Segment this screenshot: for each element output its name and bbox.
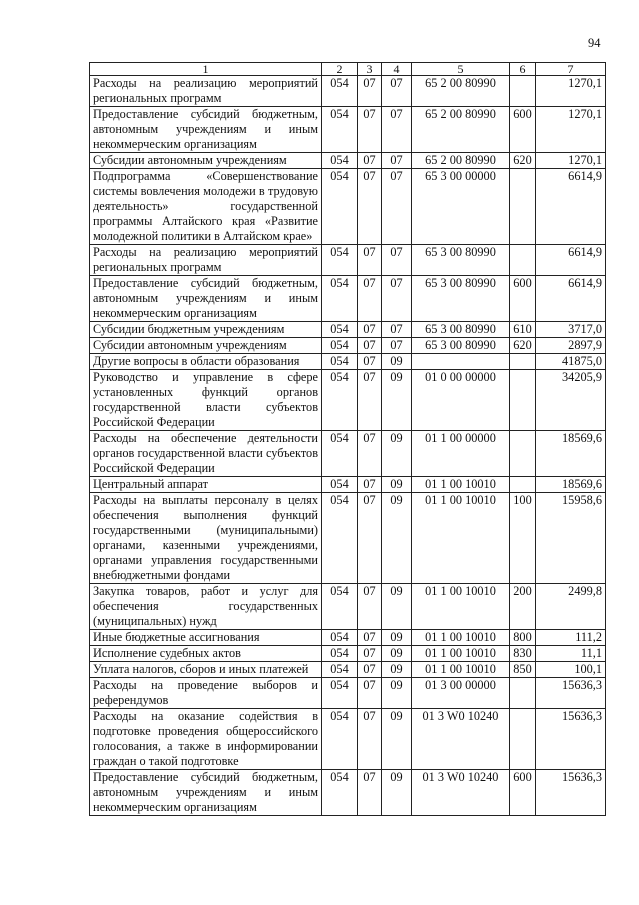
cell-name: Предоставление субсидий бюджетным, автономным учреждениям и иным некоммерческим организациям: [90, 770, 322, 816]
cell-admin-code: 054: [322, 431, 358, 477]
cell-name: Предоставление субсидий бюджетным, автономным учреждениям и иным некоммерческим организациям: [90, 276, 322, 322]
cell-target-code: 65 3 00 80990: [412, 276, 510, 322]
cell-name: Предоставление субсидий бюджетным, автономным учреждениям и иным некоммерческим организациям: [90, 107, 322, 153]
cell-section: 07: [358, 245, 382, 276]
cell-section: 07: [358, 107, 382, 153]
table-header-row: [90, 63, 606, 76]
cell-amount: 15636,3: [536, 770, 606, 816]
cell-expense-type: 600: [510, 276, 536, 322]
cell-amount: 11,1: [536, 646, 606, 662]
cell-section: 07: [358, 322, 382, 338]
cell-expense-type: [510, 76, 536, 107]
cell-subsection: 09: [382, 709, 412, 770]
cell-subsection: 07: [382, 107, 412, 153]
cell-subsection: 09: [382, 370, 412, 431]
cell-name: Расходы на выплаты персоналу в целях обеспечения выполнения функций государственными (муниципальными) органами, казенными учреждениями, органами управления государственными внебюджетными фондами: [90, 493, 322, 584]
cell-subsection: 07: [382, 169, 412, 245]
cell-target-code: 01 1 00 00000: [412, 431, 510, 477]
table-row: [90, 276, 606, 322]
cell-target-code: 01 1 00 10010: [412, 662, 510, 678]
header-col-5: 5: [412, 63, 510, 76]
cell-admin-code: 054: [322, 322, 358, 338]
cell-expense-type: [510, 709, 536, 770]
table-row: [90, 245, 606, 276]
cell-section: 07: [358, 630, 382, 646]
header-col-4: 4: [382, 63, 412, 76]
table-row: [90, 338, 606, 354]
cell-name: Исполнение судебных актов: [90, 646, 322, 662]
table-row: [90, 630, 606, 646]
cell-amount: 18569,6: [536, 477, 606, 493]
cell-subsection: 07: [382, 76, 412, 107]
cell-name: Расходы на обеспечение деятельности органов государственной власти субъектов Российской Федерации: [90, 431, 322, 477]
cell-admin-code: 054: [322, 493, 358, 584]
cell-subsection: 07: [382, 276, 412, 322]
cell-subsection: 07: [382, 322, 412, 338]
cell-name: Центральный аппарат: [90, 477, 322, 493]
cell-target-code: 01 1 00 10010: [412, 493, 510, 584]
cell-target-code: 65 2 00 80990: [412, 76, 510, 107]
cell-subsection: 09: [382, 662, 412, 678]
cell-subsection: 09: [382, 630, 412, 646]
header-col-3: 3: [358, 63, 382, 76]
cell-name: Субсидии автономным учреждениям: [90, 338, 322, 354]
table-row: [90, 370, 606, 431]
cell-amount: 3717,0: [536, 322, 606, 338]
cell-amount: 15636,3: [536, 678, 606, 709]
cell-expense-type: 620: [510, 338, 536, 354]
cell-target-code: 01 1 00 10010: [412, 584, 510, 630]
cell-subsection: 09: [382, 477, 412, 493]
cell-admin-code: 054: [322, 153, 358, 169]
cell-subsection: 07: [382, 153, 412, 169]
cell-admin-code: 054: [322, 584, 358, 630]
cell-admin-code: 054: [322, 169, 358, 245]
cell-expense-type: [510, 245, 536, 276]
cell-amount: 1270,1: [536, 153, 606, 169]
cell-subsection: 09: [382, 770, 412, 816]
table-row: [90, 678, 606, 709]
cell-admin-code: 054: [322, 770, 358, 816]
cell-section: 07: [358, 338, 382, 354]
header-col-1: 1: [90, 63, 322, 76]
cell-amount: 6614,9: [536, 276, 606, 322]
cell-amount: 15636,3: [536, 709, 606, 770]
cell-target-code: 65 2 00 80990: [412, 153, 510, 169]
table-row: [90, 169, 606, 245]
cell-target-code: [412, 354, 510, 370]
table-row: [90, 584, 606, 630]
cell-amount: 15958,6: [536, 493, 606, 584]
page-number: 94: [588, 36, 601, 50]
cell-section: 07: [358, 662, 382, 678]
cell-section: 07: [358, 646, 382, 662]
cell-section: 07: [358, 678, 382, 709]
cell-name: Субсидии автономным учреждениям: [90, 153, 322, 169]
cell-expense-type: 610: [510, 322, 536, 338]
cell-amount: 6614,9: [536, 245, 606, 276]
cell-admin-code: 054: [322, 76, 358, 107]
cell-amount: 1270,1: [536, 107, 606, 153]
table-row: [90, 354, 606, 370]
cell-target-code: 65 3 00 80990: [412, 245, 510, 276]
cell-name: Расходы на проведение выборов и референдумов: [90, 678, 322, 709]
cell-name: Расходы на реализацию мероприятий региональных программ: [90, 245, 322, 276]
cell-subsection: 09: [382, 431, 412, 477]
cell-expense-type: 600: [510, 107, 536, 153]
table-row: [90, 770, 606, 816]
cell-section: 07: [358, 276, 382, 322]
cell-section: 07: [358, 584, 382, 630]
cell-expense-type: 850: [510, 662, 536, 678]
table-row: [90, 477, 606, 493]
table-row: [90, 322, 606, 338]
cell-expense-type: [510, 477, 536, 493]
cell-name: Субсидии бюджетным учреждениям: [90, 322, 322, 338]
cell-target-code: 65 3 00 80990: [412, 338, 510, 354]
cell-expense-type: 620: [510, 153, 536, 169]
cell-section: 07: [358, 709, 382, 770]
header-col-7: 7: [536, 63, 606, 76]
cell-admin-code: 054: [322, 646, 358, 662]
cell-expense-type: [510, 354, 536, 370]
cell-target-code: 01 1 00 10010: [412, 646, 510, 662]
cell-admin-code: 054: [322, 276, 358, 322]
cell-name: Иные бюджетные ассигнования: [90, 630, 322, 646]
cell-admin-code: 054: [322, 370, 358, 431]
cell-subsection: 09: [382, 354, 412, 370]
cell-name: Другие вопросы в области образования: [90, 354, 322, 370]
cell-section: 07: [358, 370, 382, 431]
cell-subsection: 09: [382, 678, 412, 709]
cell-section: 07: [358, 76, 382, 107]
cell-expense-type: [510, 678, 536, 709]
table-row: [90, 76, 606, 107]
cell-admin-code: 054: [322, 338, 358, 354]
cell-subsection: 09: [382, 493, 412, 584]
cell-amount: 111,2: [536, 630, 606, 646]
cell-name: Подпрограмма «Совершенствование системы вовлечения молодежи в трудовую деятельность» государственной программы Алтайского края «Развитие молодежной политики в Алтайском крае»: [90, 169, 322, 245]
cell-subsection: 07: [382, 245, 412, 276]
cell-target-code: 01 3 W0 10240: [412, 709, 510, 770]
cell-section: 07: [358, 354, 382, 370]
cell-admin-code: 054: [322, 709, 358, 770]
cell-section: 07: [358, 169, 382, 245]
cell-section: 07: [358, 153, 382, 169]
cell-section: 07: [358, 493, 382, 584]
table-row: [90, 709, 606, 770]
table-row: [90, 493, 606, 584]
cell-target-code: 01 1 00 10010: [412, 630, 510, 646]
cell-admin-code: 054: [322, 245, 358, 276]
cell-expense-type: 830: [510, 646, 536, 662]
cell-admin-code: 054: [322, 354, 358, 370]
cell-admin-code: 054: [322, 477, 358, 493]
cell-target-code: 01 0 00 00000: [412, 370, 510, 431]
cell-expense-type: 100: [510, 493, 536, 584]
cell-name: Расходы на оказание содействия в подготовке проведения общероссийского голосования, а также в информировании граждан о такой подготовке: [90, 709, 322, 770]
cell-expense-type: 600: [510, 770, 536, 816]
cell-amount: 34205,9: [536, 370, 606, 431]
header-col-6: 6: [510, 63, 536, 76]
table-row: [90, 153, 606, 169]
cell-name: Расходы на реализацию мероприятий региональных программ: [90, 76, 322, 107]
cell-name: Руководство и управление в сфере установленных функций органов государственной власти субъектов Российской Федерации: [90, 370, 322, 431]
cell-amount: 18569,6: [536, 431, 606, 477]
cell-admin-code: 054: [322, 678, 358, 709]
cell-expense-type: 200: [510, 584, 536, 630]
cell-target-code: 65 3 00 00000: [412, 169, 510, 245]
cell-name: Уплата налогов, сборов и иных платежей: [90, 662, 322, 678]
table-row: [90, 107, 606, 153]
cell-subsection: 09: [382, 646, 412, 662]
cell-amount: 6614,9: [536, 169, 606, 245]
cell-target-code: 65 3 00 80990: [412, 322, 510, 338]
cell-subsection: 07: [382, 338, 412, 354]
table-row: [90, 662, 606, 678]
cell-amount: 2499,8: [536, 584, 606, 630]
cell-name: Закупка товаров, работ и услуг для обеспечения государственных (муниципальных) нужд: [90, 584, 322, 630]
cell-section: 07: [358, 431, 382, 477]
cell-target-code: 01 3 00 00000: [412, 678, 510, 709]
cell-admin-code: 054: [322, 107, 358, 153]
cell-amount: 41875,0: [536, 354, 606, 370]
table-body: [90, 76, 606, 816]
cell-target-code: 01 3 W0 10240: [412, 770, 510, 816]
cell-admin-code: 054: [322, 662, 358, 678]
cell-amount: 1270,1: [536, 76, 606, 107]
budget-table: [89, 62, 606, 816]
table-row: [90, 431, 606, 477]
cell-expense-type: [510, 370, 536, 431]
cell-target-code: 65 2 00 80990: [412, 107, 510, 153]
cell-amount: 2897,9: [536, 338, 606, 354]
cell-section: 07: [358, 770, 382, 816]
cell-expense-type: [510, 431, 536, 477]
cell-admin-code: 054: [322, 630, 358, 646]
cell-subsection: 09: [382, 584, 412, 630]
cell-expense-type: [510, 169, 536, 245]
cell-expense-type: 800: [510, 630, 536, 646]
table-row: [90, 646, 606, 662]
cell-section: 07: [358, 477, 382, 493]
cell-amount: 100,1: [536, 662, 606, 678]
cell-target-code: 01 1 00 10010: [412, 477, 510, 493]
header-col-2: 2: [322, 63, 358, 76]
